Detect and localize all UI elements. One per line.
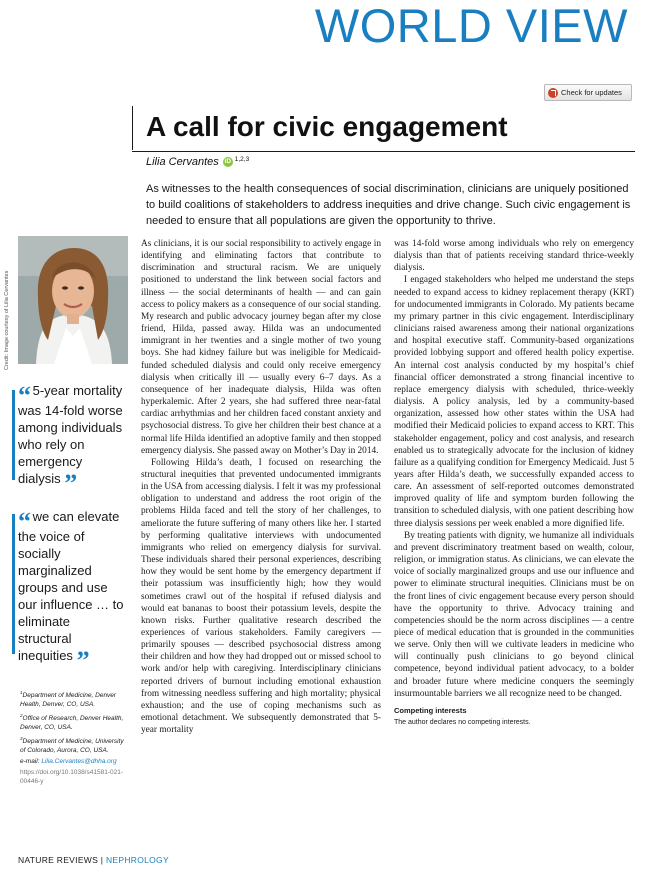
standfirst: As witnesses to the health consequences of social discrimination, clinicians are uniquely positioned to build coalitions of stakeholders to address inequities and drive change. Such civic engagement is needed to ensure that all populations are given the opportunity to thrive.	[146, 183, 631, 227]
author-name[interactable]: Lilia Cervantes	[146, 156, 219, 168]
page-footer	[18, 855, 169, 865]
article-title: A call for civic engagement	[146, 111, 508, 142]
footer-journal: NEPHROLOGY	[105, 855, 169, 865]
affiliation-3: $^3$Department of Medicine, University of Colorado, Aurora, CO, USA.	[20, 736, 124, 755]
author-affiliation-refs: 1,2,3	[234, 155, 250, 163]
open-quote-icon: “	[18, 381, 29, 410]
email-link[interactable]: Lilia.Cervantes@dhha.org	[41, 758, 117, 766]
pull-quote-bar	[12, 514, 15, 654]
doi-link[interactable]: https://doi.org/10.1038/s41581-021-00446-y	[20, 769, 123, 786]
author-photo	[18, 236, 128, 364]
paragraph: was 14-fold worse among individuals who rely on emergency dialysis than that of patients receiving standard thrice-weekly dialysis.	[394, 239, 634, 274]
author-line	[146, 156, 249, 168]
affiliations	[20, 688, 128, 788]
body-column-2	[394, 238, 634, 729]
title-divider-vertical	[132, 106, 133, 150]
author-portrait-image	[18, 236, 128, 364]
affiliation-2: $^2$Office of Research, Denver Health, Denver, CO, USA.	[20, 713, 124, 732]
update-check-icon	[548, 88, 558, 98]
body-column-1	[141, 238, 381, 736]
footer-separator: |	[100, 855, 104, 865]
pull-quote-1	[18, 381, 126, 498]
paragraph: As clinicians, it is our social responsibility to actively engage in identifying and eliminating factors that contribute to discrimination and structural racism. We are uniquely positioned to understand the link between social factors and illness — the social determinants of health — and can gain access to policy makers as a consequence of our social standing. My research and public advocacy journey began after my close friend, Hilda, passed away. Hilda was an undocumented immigrant in her twenties and a single mother of two young boys. She had kidney failure but was ineligible for Medicaid-funded scheduled dialysis and could only receive emergency dialysis when critically ill — usually every 6–7 days. As a consequence of her inadequate dialysis, Hilda was often hyperkalemic. After 2 years, she had suffered three near-fatal cardiac arrhythmias and her children faced constant anxiety and psychosocial distress. To give her children their best chance at a normal life Hilda identified an adoptive family and then stopped emergency dialysis. She passed away on Mother’s Day in 2014.	[141, 239, 381, 456]
paragraph: Following Hilda’s death, I focused on researching the structural inequities that prevented undocumented immigrants in the USA from accessing dialysis. I felt it was my professional obligation to understand and address the root origin of the problems Hilda faced and tell the story of her challenges, to ameliorate the future suffering of many others like her. I started by performing qualitative interviews with undocumented immigrants who relied on emergency dialysis for survival. These individuals shared their personal experiences, describing how they would be sent home by the emergency department if their potassium was insufficiently high; how they would sometimes crawl out of the hospital if refused dialysis and would eat bananas to boost their potassium levels, despite the known risks. Further qualitative research described the experiences of various stakeholders. Family caregivers — primarily spouses — described psychosocial distress among their children and how they had dropped out or missed school to work and/or help with caregiving. Interdisciplinary clinicians reported drivers of burnout including emotional exhaustion from witnessing needless suffering and high mortality; physical exhaustion; and the use of coping mechanisms such as emotional detachment. We subsequently demonstrated that 5-year mortality	[141, 457, 381, 736]
email-line: e-mail: Lilia.Cervantes@dhha.org	[20, 758, 117, 766]
open-quote-icon: “	[18, 507, 29, 536]
pull-quote-2-text: we can elevate the voice of socially marginalized groups and use our influence … to eliminate structural inequities	[18, 509, 124, 663]
pull-quote-1-text: 5-year mortality was 14-fold worse among individuals who rely on emergency dialysis	[18, 383, 123, 486]
pull-quote-bar	[12, 390, 15, 480]
paragraph: By treating patients with dignity, we humanize all individuals and prevent discriminatory treatment based on wealth, colour, religion, or immigration status. As clinicians, we can elevate the voice of socially marginalized groups and use our influence and power to eliminate structural inequities. Clinicians must be on the front lines of civic engagement because every person should have the opportunity to thrive. Advocacy training and competencies should be the norm across disciplines — a centre piece of medical education that is grounded in the communities we serve. Only then will we cultivate leaders in medicine who will continually push clinicians to go beyond clinical competence, beyond individual patient advocacy, to a bolder and broader future where medicine conquers the seemingly insurmountable barriers we all recognize need to be changed.	[394, 530, 634, 699]
title-divider	[132, 151, 635, 152]
close-quote-icon: ”	[64, 469, 76, 498]
orcid-icon[interactable]: iD	[224, 158, 232, 165]
check-for-updates-button[interactable]	[544, 84, 632, 101]
competing-interests-text: The author declares no competing interests.	[394, 719, 531, 727]
close-quote-icon: ”	[76, 646, 88, 675]
section-heading: WORLD VIEW	[314, 0, 628, 52]
photo-credit: Credit: Image courtesy of Lilia Cervantes	[4, 270, 10, 370]
paragraph: I engaged stakeholders who helped me understand the steps needed to expand access to kidney replacement therapy (KRT) for undocumented immigrants in Colorado. My patients became my primary partner in this civic engagement. Interdisciplinary clinicians raised awareness among their national organizations and hospital executive staff. Community-based organizations provided lobbying support and offered health policy expertise. An internal cost analysis conducted by my hospital’s chief financial officer demonstrated a strong financial incentive to replace emergency dialysis with scheduled, thrice-weekly dialysis. A policy analysis, led by a community-based organization, assessed how other states within the USA had modified their Medicaid policies to expand access to KRT. This stakeholder engagement, policy and cost analysis, and research enabled us to strategically advocate for the inclusion of kidney failure as a qualifying condition for Emergency Medicaid. Just 5 years after Hilda’s death, we successfully expanded access to care. An assessment of self-reported outcomes demonstrated improved quality of life and symptom burden following the transition to scheduled dialysis, with one patient describing how three dialysis sessions per week enabled a more dignified life.	[394, 275, 634, 529]
affiliation-1: $^1$Department of Medicine, Denver Health, Denver, CO, USA.	[20, 690, 117, 709]
pull-quote-2	[18, 507, 126, 675]
competing-interests-heading: Competing interests	[394, 705, 467, 715]
check-for-updates-label: Check for updates	[561, 88, 622, 97]
footer-publisher: NATURE REVIEWS	[18, 855, 99, 865]
